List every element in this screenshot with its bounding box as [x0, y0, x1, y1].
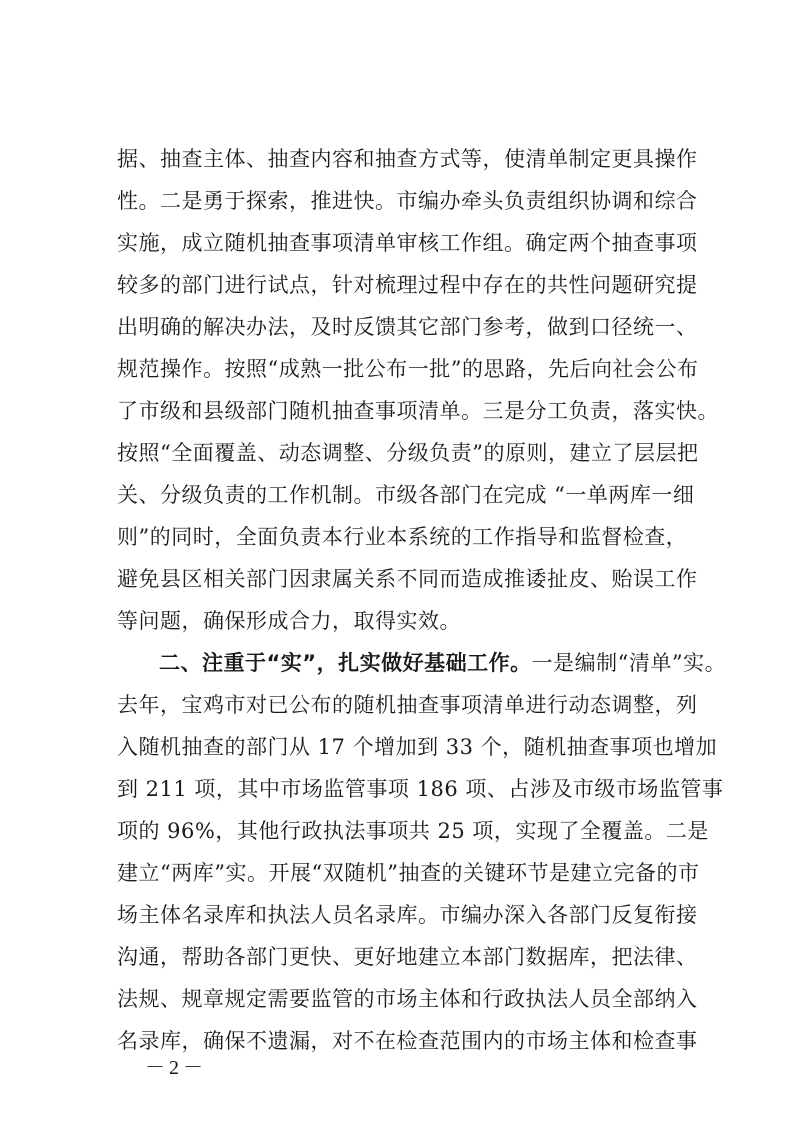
section-heading: 二、注重于“实”，扎实做好基础工作。 — [159, 651, 532, 675]
body-text-line: 较多的部门进行试点，针对梳理过程中存在的共性问题研究提 — [117, 273, 698, 297]
body-text-line: 则”的同时，全面负责本行业本系统的工作指导和监督检查， — [117, 525, 688, 549]
body-text-line: 据、抽查主体、抽查内容和抽查方式等，使清单制定更具操作 — [117, 147, 698, 171]
body-text-line: 去年，宝鸡市对已公布的随机抽查事项清单进行动态调整，列 — [117, 693, 698, 717]
body-text-line: 等问题，确保形成合力，取得实效。 — [117, 609, 461, 633]
body-text-line: 项的 96%，其他行政执法事项共 25 项，实现了全覆盖。二是 — [117, 819, 709, 843]
body-text-line: 场主体名录库和执法人员名录库。市编办深入各部门反复衔接 — [117, 903, 698, 927]
body-text-line: 实施，成立随机抽查事项清单审核工作组。确定两个抽查事项 — [117, 231, 698, 255]
body-text-line: 名录库，确保不遗漏，对不在检查范围内的市场主体和检查事 — [117, 1029, 698, 1053]
body-text-line: 法规、规章规定需要监管的市场主体和行政执法人员全部纳入 — [117, 987, 698, 1011]
body-text-line: 关、分级负责的工作机制。市级各部门在完成 “一单两库一细 — [117, 483, 695, 507]
body-text-line: 出明确的解决办法，及时反馈其它部门参考，做到口径统一、 — [117, 315, 698, 339]
body-text-line: 建立“两库”实。开展“双随机”抽查的关键环节是建立完备的市 — [117, 861, 700, 885]
body-text-line: 入随机抽查的部门从 17 个增加到 33 个，随机抽查事项也增加 — [117, 735, 718, 759]
body-text-line: 沟通，帮助各部门更快、更好地建立本部门数据库，把法律、 — [117, 945, 698, 969]
section-first-sentence: 一是编制“清单”实。 — [531, 651, 727, 675]
page-number: －2－ — [145, 1057, 207, 1079]
body-text-line: 避免县区相关部门因隶属关系不同而造成推诿扯皮、贻误工作 — [117, 567, 698, 591]
body-text-line: 按照“全面覆盖、动态调整、分级负责”的原则，建立了层层把 — [117, 441, 699, 465]
section-heading-line — [159, 643, 727, 683]
body-text-line: 性。二是勇于探索，推进快。市编办牵头负责组织协调和综合 — [117, 189, 698, 213]
body-text-line: 规范操作。按照“成熟一批公布一批”的思路，先后向社会公布 — [117, 357, 699, 381]
body-text-line: 了市级和县级部门随机抽查事项清单。三是分工负责，落实快。 — [117, 399, 719, 423]
body-text-line: 到 211 项，其中市场监管事项 186 项、占涉及市级市场监管事 — [117, 777, 724, 801]
